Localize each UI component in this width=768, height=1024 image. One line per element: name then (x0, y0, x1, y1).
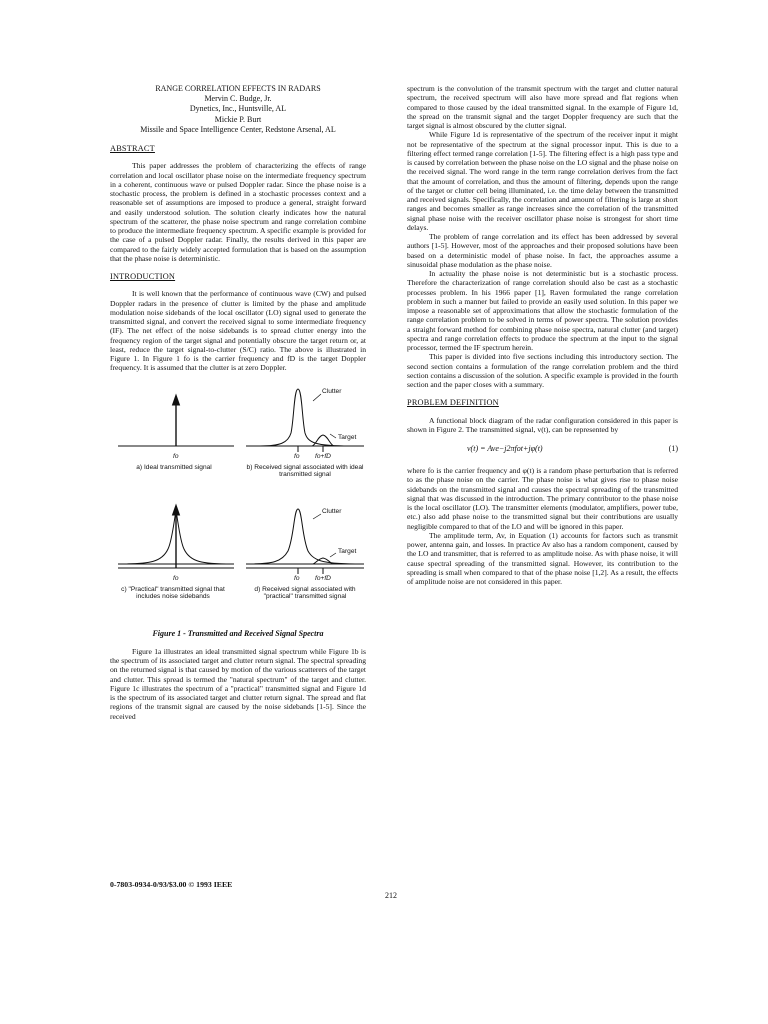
fo-label-d: fo (294, 574, 300, 582)
figure-1-caption: Figure 1 - Transmitted and Received Signal Spectra (152, 628, 324, 638)
target-leader-d (330, 553, 336, 557)
clutter-label-d: Clutter (322, 507, 342, 515)
clutter-leader-b (313, 394, 321, 401)
left-column (110, 84, 366, 721)
clutter-peak-b (260, 389, 350, 446)
paragraph-functional: A functional block diagram of the radar configuration considered in this paper is shown in Figure 2. The transmitted signal, v(t), can be represented by (407, 415, 678, 434)
target-label-d: Target (338, 547, 357, 555)
paper-header (110, 84, 366, 135)
intro-paragraph-1: It is well known that the performance of continuous wave (CW) and pulsed Doppler radars in the presence of clutter is limited by the phase and amplitude modulation noise sidebands of the local oscillator (LO) signal used to generate the transmitted signal, and convert the received signal to some intermediate frequency (IF). The net effect of the noise sidebands is to spread clutter energy into the frequency region of the target signal and potentially obscure the target return or, at least, reduce the target signal-to-clutter (S/C) ratio. The above is illustrated in Figure 1. In Figure 1 fo is the carrier frequency and fD is the target Doppler frequency. It is assumed that the clutter is at zero Doppler. (110, 289, 366, 373)
paragraph-where: where fo is the carrier frequency and φ(t) is a random phase perturbation that is referred to as the phase noise on the carrier. The phase noise is what gives rise to phase noise sidebands on the transmitted signal and causes the spectral spreading of the transmitted signal that was discussed in the introduction. The primary contributor to the phase noise is the local oscillator (LO). The transmitter elements (modulator, amplifiers, power tube, etc.) also add phase noise to the transmitted signal but their contributions are usually negligible compared to that of the LO and will be ignored in this paper. (407, 466, 678, 531)
abstract-text: This paper addresses the problem of characterizing the effects of range correlation and local oscillator phase noise on the intermediate frequency spectrum in a coherent, continuous wave or pulsed Doppler radar. Since the phase noise is a stochastic process, the problem is defined in a stochastic processes context and a reasonable set of assumptions are imposed to produce a general, straight forward and easily understood solution. The solution clearly indicates how the natural spectrum of the scatterer, the phase noise spectrum and range correlation combine to produce the intermediate frequency spectrum. A specific example is provided for the case of a pulsed Doppler radar. Finally, the results derived in this paper are compared to the fairly widely accepted formulation that is based on the assumption that the phase noise is deterministic. (110, 161, 366, 263)
caption-a: a) Ideal transmitted signal (136, 463, 212, 471)
problem-definition-heading: PROBLEM DEFINITION (407, 398, 499, 408)
author-2: Mickie P. Burt (214, 114, 262, 124)
figure-1-spectra (110, 381, 366, 621)
fofd-label-d: fo+fD (315, 574, 331, 582)
clutter-label-b: Clutter (322, 387, 342, 395)
paragraph-problem: The problem of range correlation and its effect has been addressed by several authors [1-5]. However, most of the approaches and their proposed solutions have been based on a deterministic model of phase noise. In fact, the approaches assume a sinusoidal phase modulation as the phase noise. (407, 232, 678, 269)
fo-label-c: fo (173, 574, 179, 582)
intro-paragraph-2: Figure 1a illustrates an ideal transmitted signal spectrum while Figure 1b is the spectrum of its associated target and clutter return signal. The spectral spreading on the returned signal is that caused by motion of the various scatterers of the target and clutter. This spread is termed the "natural spectrum" of the target and clutter. Figure 1c illustrates the spectrum of a "practical" transmitted signal and Figure 1d is the spectrum of its associated target and clutter return signal. The spread and flat regions of the transmit signal are caused by the noise sidebands [1-5]. Since the received (110, 646, 366, 721)
right-column (407, 84, 678, 586)
equation-1-number: (1) (668, 444, 678, 453)
impulse-arrow-c (173, 505, 180, 515)
paragraph-while: While Figure 1d is representative of the spectrum of the receiver input it might not be representative of the spectrum at the signal processor input. This is due to a filtering effect termed range correlation [1-5]. The filtering effect is a high pass type and is caused by correlation between the phase noise on the LO signal and the phase noise on the received signal. The word range in the term range correlation derives from the fact that the amount of correlation, and thus the amount of filtering, depends upon the range of the target or clutter cell being illuminated, i.e. the time delay between the transmitted and received signals. Specifically, the correlation and amount of filtering is large at short ranges and becomes smaller as range increases since the correlation of the transmitted signal phase noise with the receiver oscillator phase noise is strongest for short time delays. (407, 130, 678, 232)
affiliation-1: Dynetics, Inc., Huntsville, AL (189, 104, 287, 114)
paragraph-continued: spectrum is the convolution of the transmit spectrum with the target and clutter natural spectrum, the received spectrum will also have more spread and flat regions when compared to those caused by the ideal transmitted signal. In the example of Figure 1d, the spread on the transmit signal and the target Doppler frequency are such that the target signal is almost obscured by the clutter signal. (407, 84, 678, 130)
caption-b: b) Received signal associated with ideal transmitted signal (246, 463, 364, 479)
equation-1-formula: v(t) = Ave−j2πfot+jφ(t) (467, 444, 543, 453)
paragraph-amplitude: The amplitude term, Av, in Equation (1) accounts for factors such as transmit power, antenna gain, and losses. In practice Av also has a random component, caused by the LO and transmitter, that is referred to as amplitude noise. As with phase noise, it will cause spectral spreading of the transmitted signal. However, its contribution to the spreading is small when compared to that of the phase noise [1,2]. As a result, the effects of amplitude noise are not considered in this paper. (407, 530, 678, 586)
caption-c: c) "Practical" transmitted signal that includes noise sidebands (121, 585, 225, 601)
affiliation-2: Missile and Space Intelligence Center, Redstone Arsenal, AL (140, 124, 336, 134)
equation-1 (407, 440, 678, 460)
target-label-b: Target (338, 433, 357, 441)
author-1: Mervin C. Budge, Jr. (204, 94, 272, 104)
abstract-heading: ABSTRACT (110, 144, 155, 154)
fofd-label-b: fo+fD (315, 452, 331, 460)
paragraph-divided: This paper is divided into five sections including this introductory section. The second section contains a formulation of the range correlation problem and the third section contains a discussion of the solution. A specific example is provided in the fourth section and the paper closes with a summary. (407, 352, 678, 389)
paper-title: RANGE CORRELATION EFFECTS IN RADARS (155, 84, 321, 93)
fo-label-a: fo (173, 452, 179, 460)
clutter-leader-d (313, 514, 321, 519)
figure-1 (110, 381, 366, 621)
caption-d: d) Received signal associated with "practical" transmitted signal (254, 585, 356, 601)
introduction-heading: INTRODUCTION (110, 272, 176, 282)
fo-label-b: fo (294, 452, 300, 460)
impulse-arrow-a (173, 395, 180, 405)
page-number: 212 (385, 891, 397, 900)
paragraph-actuality: In actuality the phase noise is not deterministic but is a stochastic process. Therefore the characterization of range correlation should also be cast as a stochastic processes problem. In his 1966 paper [1], Raven formulated the range correlation problem in such a manner but failed to provide an easily used solution. In this paper we impose a reasonable set of approximations that allow the stochastic formulation of the range correlation problem to be solved in terms of power spectra. The solution provides a straight forward method for combining phase noise spectra, natural clutter (and target) spectra and range correlation effects to produce the spectrum at the input to the signal processor, termed the IF spectrum herein. (407, 269, 678, 352)
copyright-footer: 0-7803-0934-0/93/$3.00 © 1993 IEEE (110, 880, 233, 889)
target-leader-b (330, 434, 336, 438)
